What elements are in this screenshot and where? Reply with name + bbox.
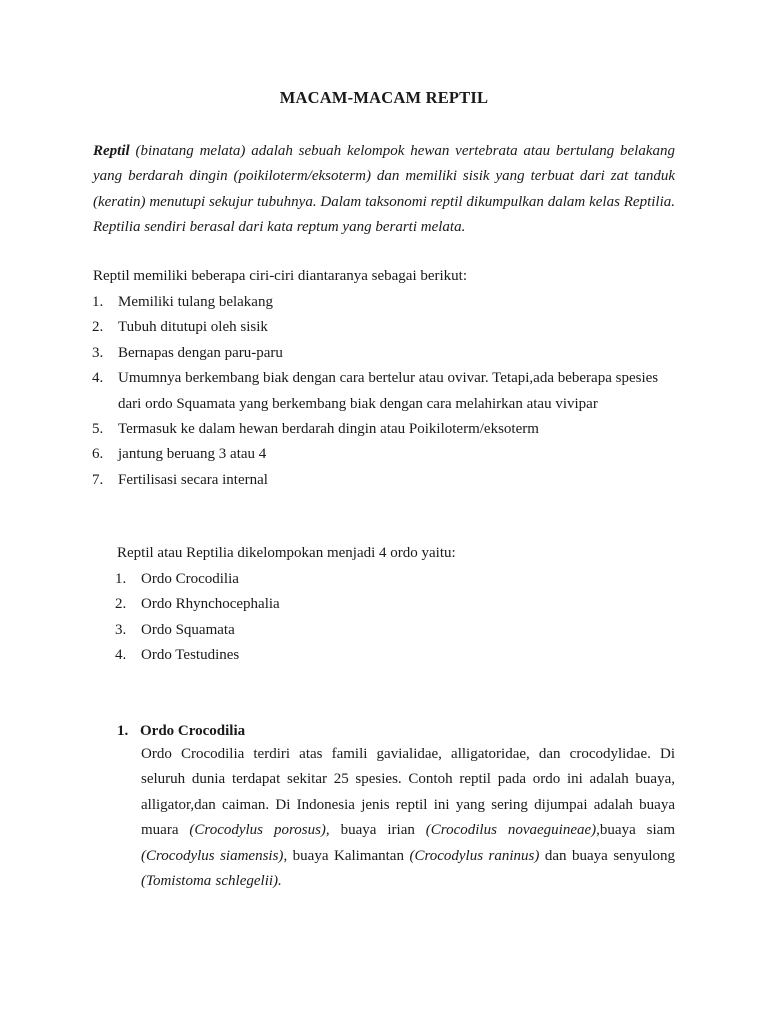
species-name: (Crocodylus siamensis)	[141, 847, 284, 864]
section-number: 1.	[117, 723, 129, 739]
list-number: 6.	[92, 446, 104, 463]
list-item-text: Ordo Rhynchocephalia	[141, 596, 280, 613]
list-item-text: Ordo Squamata	[141, 621, 235, 638]
list-item	[92, 417, 678, 442]
list-item	[115, 592, 661, 617]
page-title: MACAM-MACAM REPTIL	[279, 88, 489, 107]
list-item-text: Termasuk ke dalam hewan berdarah dingin atau Poikiloterm/eksoterm	[118, 421, 539, 438]
section-text: ,buaya siam	[596, 822, 675, 839]
species-name: (Crocodylus raninus)	[409, 847, 540, 864]
list-item	[92, 468, 678, 493]
list-number: 4.	[115, 647, 127, 664]
species-name: (Crocodilus novaeguineae)	[425, 822, 597, 839]
list-item-text: Umumnya berkembang biak dengan cara bertelur atau ovivar. Tetapi,ada beberapa spesies dari ordo Squamata yang berkembang biak dengan cara melahirkan atau vivipar	[118, 370, 659, 412]
section-text: Ordo Crocodilia terdiri atas famili gavialidae, alligatoridae, dan crocodylidae. Di seluruh dunia terdapat sekitar 25 spesies. Contoh reptil pada ordo ini adalah buaya, alligator,dan caiman. Di Indonesia jenis reptil ini yang sering dijumpai adalah buaya muara	[141, 746, 675, 839]
intro-text: (binatang melata) adalah sebuah kelompok hewan vertebrata atau bertulang belakang yang berdarah dingin (poikiloterm/eksoterm) dan memiliki sisik yang terbuat dari zat tanduk (keratin) menutupi sekujur tubuhnya. Dalam taksonomi reptil dikumpulkan dalam kelas Reptilia. Reptilia sendiri berasal dari kata reptum yang berarti melata.	[93, 143, 675, 236]
list-item	[92, 366, 678, 417]
list-item-text: jantung beruang 3 atau 4	[118, 446, 267, 463]
list-number: 2.	[92, 319, 104, 336]
list-item-text: Fertilisasi secara internal	[118, 471, 268, 488]
orders-lead: Reptil atau Reptilia dikelompokan menjadi 4 ordo yaitu:	[117, 545, 456, 561]
list-number: 1.	[92, 294, 104, 310]
section-text: dan buaya senyulong	[539, 847, 675, 864]
list-number: 2.	[115, 596, 127, 613]
section-heading	[117, 720, 245, 742]
list-number: 4.	[92, 370, 104, 387]
list-number: 7.	[92, 471, 104, 488]
section-paragraph	[141, 742, 675, 894]
list-item	[92, 442, 678, 467]
list-number: 3.	[92, 344, 104, 361]
list-item	[115, 567, 661, 592]
list-item	[115, 618, 661, 643]
section-title: Ordo Crocodilia	[140, 723, 246, 739]
list-item-text: Ordo Testudines	[141, 647, 240, 664]
intro-term: Reptil	[93, 143, 130, 159]
list-item	[115, 643, 661, 668]
section-text: , buaya irian	[325, 822, 426, 839]
list-number: 1.	[115, 571, 127, 587]
section-text: , buaya Kalimantan	[283, 847, 410, 864]
species-name: (Tomistoma schlegelii).	[141, 873, 282, 890]
species-name: (Crocodylus porosus)	[189, 822, 326, 839]
list-item-text: Bernapas dengan paru-paru	[118, 344, 283, 361]
list-item	[92, 315, 678, 340]
features-lead: Reptil memiliki beberapa ciri-ciri diantaranya sebagai berikut:	[93, 268, 468, 284]
list-number: 3.	[115, 621, 127, 638]
list-item-text: Ordo Crocodilia	[141, 571, 239, 587]
features-list	[92, 290, 678, 493]
orders-list	[115, 567, 661, 669]
list-item-text: Tubuh ditutupi oleh sisik	[118, 319, 268, 336]
list-number: 5.	[92, 421, 104, 438]
list-item	[92, 290, 678, 315]
list-item	[92, 341, 678, 366]
intro-paragraph	[93, 139, 675, 241]
list-item-text: Memiliki tulang belakang	[118, 294, 273, 310]
